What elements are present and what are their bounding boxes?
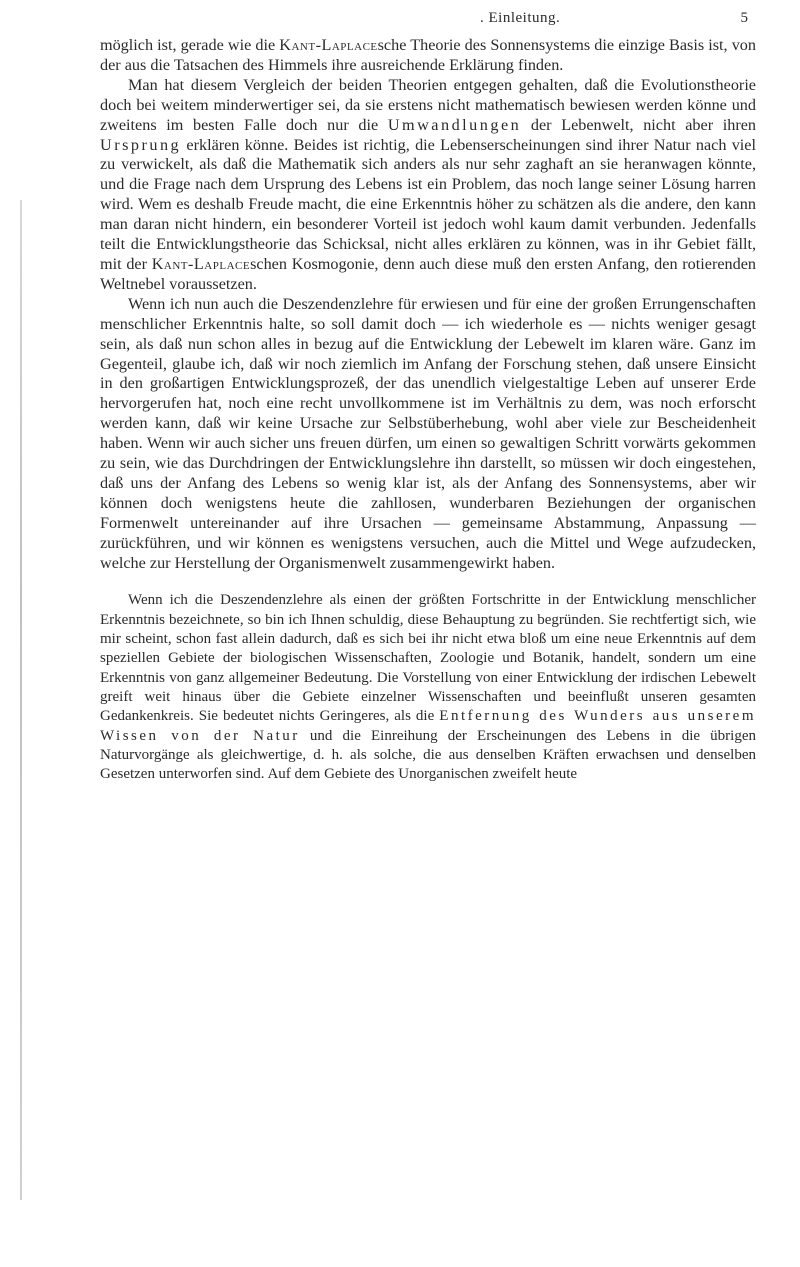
spaced-emphasis: Entfernung des Wunders aus unserem Wissen von der Natur [100,708,756,744]
body-text [100,36,756,784]
paragraph [100,76,756,295]
text-run: erklären könne. Beides ist richtig, die Lebenserscheinungen sind ihrer Natur nach viel zu verwickelt, als daß die Mathematik sich anders als nur sehr zaghaft an sie heranwagen könnte, und die Frage nach dem Ursprung des Lebens ist ein Problem, das noch lange seiner Lösung harren wird. Wem es deshalb Freude macht, die eine Erkenntnis höher zu schätzen als die andere, den kann man daran nicht hindern, ein besonderer Vorteil ist jedoch wohl kaum damit verbunden. Jedenfalls teilt die Entwicklungstheorie das Schicksal, nicht alles erklären zu können, was in ihr Gebiet fällt, mit der [100,135,756,273]
text-run: Wenn ich die Deszendenzlehre als einen der größten Fortschritte in der Entwicklung menschlicher Erkenntnis bezeichnete, so bin ich Ihnen schuldig, diese Behauptung zu begründen. Sie rechtfertigt sich, wie mir scheint, schon fast allein dadurch, daß es sich bei ihr nicht etwa bloß um eine neue Erkenntnis auf dem speziellen Gebiete der biologischen Wissenschaften, Zoologie und Botanik, handelt, sondern um eine Erkenntnis von ganz allgemeiner Bedeutung. Die Vorstellung von einer Entwicklung der irdischen Lebewelt greift weit hinaus über die Gebiete einzelner Wissenschaften und beeinflußt unseren gesamten Gedankenkreis. Sie bedeutet nichts Geringeres, als die [100,592,756,725]
page-number: 5 [740,10,748,26]
text-run: der Lebenwelt, nicht aber ihren [521,115,757,134]
running-title: . Einleitung. [480,10,561,26]
paragraph [100,36,756,76]
text-run: sche Theorie des Sonnensystems die einzige Basis ist, von der aus die Tatsachen des Himmels ihre ausreichende Erklärung finden. [100,36,756,74]
spaced-emphasis: Umwandlungen [387,115,522,134]
text-run: und die Einreihung der Erscheinungen des Lebens in die übrigen Naturvorgänge als gleichwertige, d. h. als solche, die aus denselben Kräften erwachsen und denselben Gesetzen unterworfen sind. Auf dem Gebiete des Unorganischen zweifelt heute [100,727,756,783]
text-run: Wenn ich nun auch die Deszendenzlehre für erwiesen und für eine der großen Errungenschaften menschlicher Erkenntnis halte, so soll damit doch — ich wiederhole es — nichts weniger gesagt sein, als daß nun schon alles in bezug auf die Entwicklung der Lebewelt im klaren wäre. Ganz im Gegenteil, glaube ich, daß wir noch ziemlich im Anfang der Forschung stehen, daß unsere Einsicht in den großartigen Entwicklungsprozeß, der das unendlich vielgestaltige Leben auf unserer Erde hervorgerufen hat, noch eine recht unvollkommene ist im Verhältnis zu dem, was noch erforscht werden kann, daß wir keine Ursache zur Selbstüberhebung, wohl aber viele zur Bescheidenheit haben. Wenn wir auch sicher uns freuen dürfen, um einen so gewaltigen Schritt vorwärts gekommen zu sein, wie das Durchdringen der Entwicklungslehre ihn darstellt, so müssen wir doch eingestehen, daß uns der Anfang des Lebens so wenig klar ist, als der Anfang des Sonnensystems, aber wir können doch wenigstens heute die zahllosen, wunderbaren Beziehungen der organischen Formenwelt untereinander auf ihre Ursachen — gemeinsame Abstammung, Anpassung — zurückführen, und wir können es wenigstens versuchen, auch die Mittel und Wege aufzudecken, welche zur Herstellung der Organismenwelt zusammengewirkt haben. [100,294,756,572]
running-head [100,8,756,32]
paragraph [100,295,756,574]
paragraph [100,591,756,784]
text-run: schen Kosmogonie, denn auch diese muß den ersten Anfang, den rotierenden Weltnebel voraussetzen. [100,254,756,293]
text-run: Man hat diesem Vergleich der beiden Theorien entgegen gehalten, daß die Evolutionstheorie doch bei weitem minderwertiger sei, da sie erstens nicht mathematisch bewiesen werden könne und zweitens im besten Falle doch nur die [100,75,756,134]
spaced-emphasis: Ursprung [100,135,182,154]
page-edge-line [20,200,22,1200]
small-caps-name: Kant-Laplace [151,254,251,273]
small-caps-name: Kant-Laplace [279,36,378,54]
text-run: möglich ist, gerade wie die [100,36,280,54]
